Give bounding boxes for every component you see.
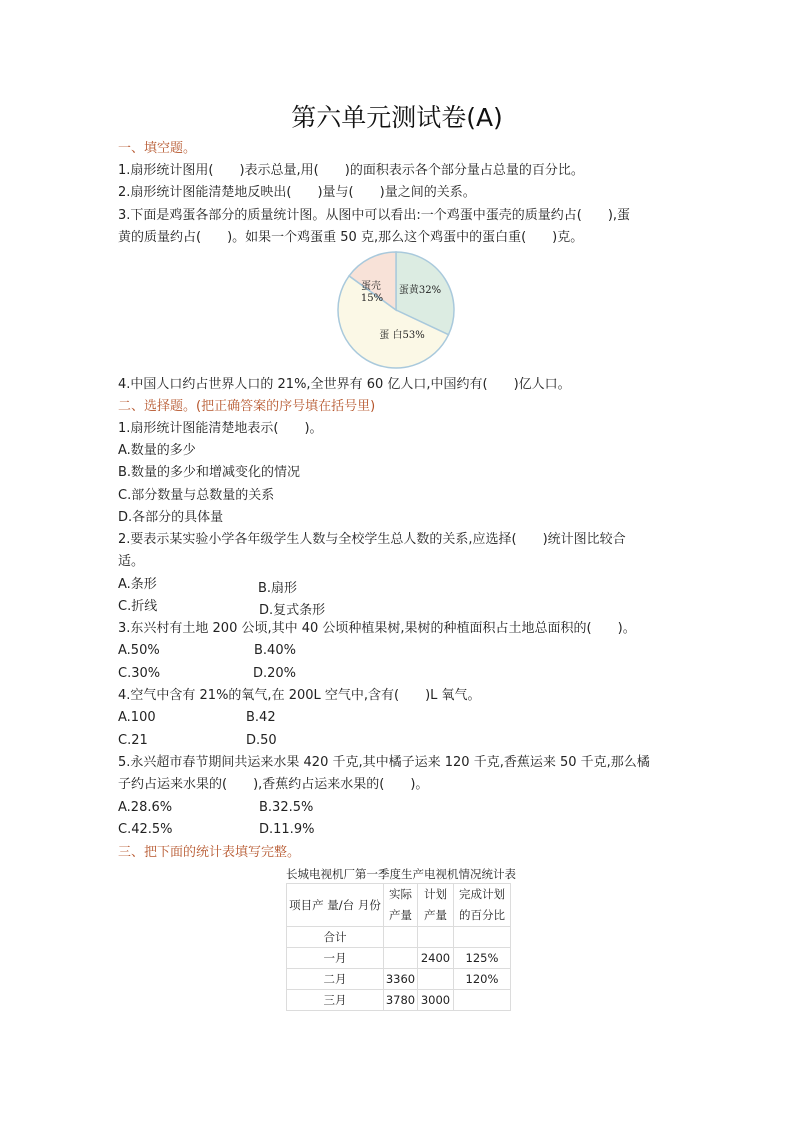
row-actual: 3780: [384, 990, 418, 1011]
fill-question-3-line1: 3.下面是鸡蛋各部分的质量统计图。从图中可以看出:一个鸡蛋中蛋壳的质量约占( ),蛋: [118, 208, 631, 223]
choice-3-option-c: C.30%: [118, 666, 161, 681]
choice-1-option-d: D.各部分的具体量: [118, 510, 224, 525]
row-month: 三月: [287, 990, 384, 1011]
header-plan-line2: 产量: [424, 908, 447, 922]
header-plan-line1: 计划: [424, 887, 447, 901]
choice-1-option-a: A.数量的多少: [118, 443, 196, 458]
choice-3-option-b: B.40%: [254, 643, 296, 658]
row-plan: [418, 927, 454, 948]
row-actual: [384, 948, 418, 969]
table-row: [287, 990, 511, 1011]
choice-question-1: 1.扇形统计图能清楚地表示( )。: [118, 421, 323, 436]
table-row: [287, 927, 511, 948]
row-rate: 120%: [454, 969, 511, 990]
header-actual: [384, 884, 418, 927]
table-caption: 长城电视机厂第一季度生产电视机情况统计表: [286, 867, 516, 881]
pie-label-shell-name: 蛋壳: [361, 281, 381, 292]
fill-question-4: 4.中国人口约占世界人口的 21%,全世界有 60 亿人口,中国约有( )亿人口。: [118, 377, 571, 392]
row-month: 合计: [287, 927, 384, 948]
choice-5-option-a: A.28.6%: [118, 800, 173, 815]
choice-1-option-c: C.部分数量与总数量的关系: [118, 488, 275, 503]
choice-question-3: 3.东兴村有土地 200 公顷,其中 40 公顷种植果树,果树的种植面积占土地总面积的( )。: [118, 621, 636, 636]
choice-question-5-line1: 5.永兴超市春节期间共运来水果 420 千克,其中橘子运来 120 千克,香蕉运来 50 千克,那么橘: [118, 755, 650, 770]
choice-question-4: 4.空气中含有 21%的氧气,在 200L 空气中,含有( )L 氧气。: [118, 688, 481, 703]
choice-2-option-b: B.扇形: [258, 581, 298, 596]
header-rate-line2: 的百分比: [459, 908, 505, 922]
pie-label-white: 蛋 白53%: [379, 330, 425, 341]
choice-4-option-d: D.50: [246, 733, 277, 748]
header-actual-line2: 产量: [389, 908, 412, 922]
section-choice-heading: 二、选择题。(把正确答案的序号填在括号里): [118, 399, 376, 414]
row-plan: 3000: [418, 990, 454, 1011]
choice-5-option-c: C.42.5%: [118, 822, 173, 837]
row-month: 一月: [287, 948, 384, 969]
fill-question-3-line2: 黄的质量约占( )。如果一个鸡蛋重 50 克,那么这个鸡蛋中的蛋白重( )克。: [118, 230, 584, 245]
choice-question-2-line1: 2.要表示某实验小学各年级学生人数与全校学生总人数的关系,应选择( )统计图比较合: [118, 532, 626, 547]
choice-5-option-d: D.11.9%: [259, 822, 315, 837]
row-plan: [418, 969, 454, 990]
table-header-row: [287, 884, 511, 927]
fill-question-1: 1.扇形统计图用( )表示总量,用( )的面积表示各个部分量占总量的百分比。: [118, 163, 584, 178]
row-rate: [454, 927, 511, 948]
table-row: [287, 969, 511, 990]
choice-2-option-c: C.折线: [118, 599, 158, 614]
choice-3-option-a: A.50%: [118, 643, 160, 658]
header-rate-line1: 完成计划: [459, 887, 505, 901]
header-actual-line1: 实际: [389, 887, 412, 901]
choice-2-option-d: D.复式条形: [259, 603, 326, 618]
row-actual: 3360: [384, 969, 418, 990]
table-corner-header: 项目产 量/台 月份: [287, 884, 384, 927]
pie-label-yolk: 蛋黄32%: [398, 285, 442, 296]
row-rate: 125%: [454, 948, 511, 969]
header-rate: [454, 884, 511, 927]
choice-question-5-line2: 子约占运来水果的( ),香蕉约占运来水果的( )。: [118, 777, 429, 792]
choice-1-option-b: B.数量的多少和增减变化的情况: [118, 465, 301, 480]
choice-2-option-a: A.条形: [118, 577, 157, 592]
row-month: 二月: [287, 969, 384, 990]
choice-3-option-d: D.20%: [253, 666, 297, 681]
row-plan: 2400: [418, 948, 454, 969]
pie-label-shell-value: 15%: [360, 293, 384, 304]
choice-question-2-line2: 适。: [118, 554, 145, 569]
section-table-heading: 三、把下面的统计表填写完整。: [118, 845, 301, 860]
tv-production-table: [286, 883, 511, 1011]
section-fill-heading: 一、填空题。: [118, 141, 197, 156]
table-row: [287, 948, 511, 969]
header-plan: [418, 884, 454, 927]
choice-4-option-a: A.100: [118, 710, 156, 725]
row-rate: [454, 990, 511, 1011]
choice-4-option-c: C.21: [118, 733, 148, 748]
choice-5-option-b: B.32.5%: [259, 800, 314, 815]
choice-4-option-b: B.42: [246, 710, 276, 725]
fill-question-2: 2.扇形统计图能清楚地反映出( )量与( )量之间的关系。: [118, 185, 476, 200]
page-title: 第六单元测试卷(A): [291, 103, 503, 132]
egg-pie-chart: [334, 248, 462, 372]
row-actual: [384, 927, 418, 948]
